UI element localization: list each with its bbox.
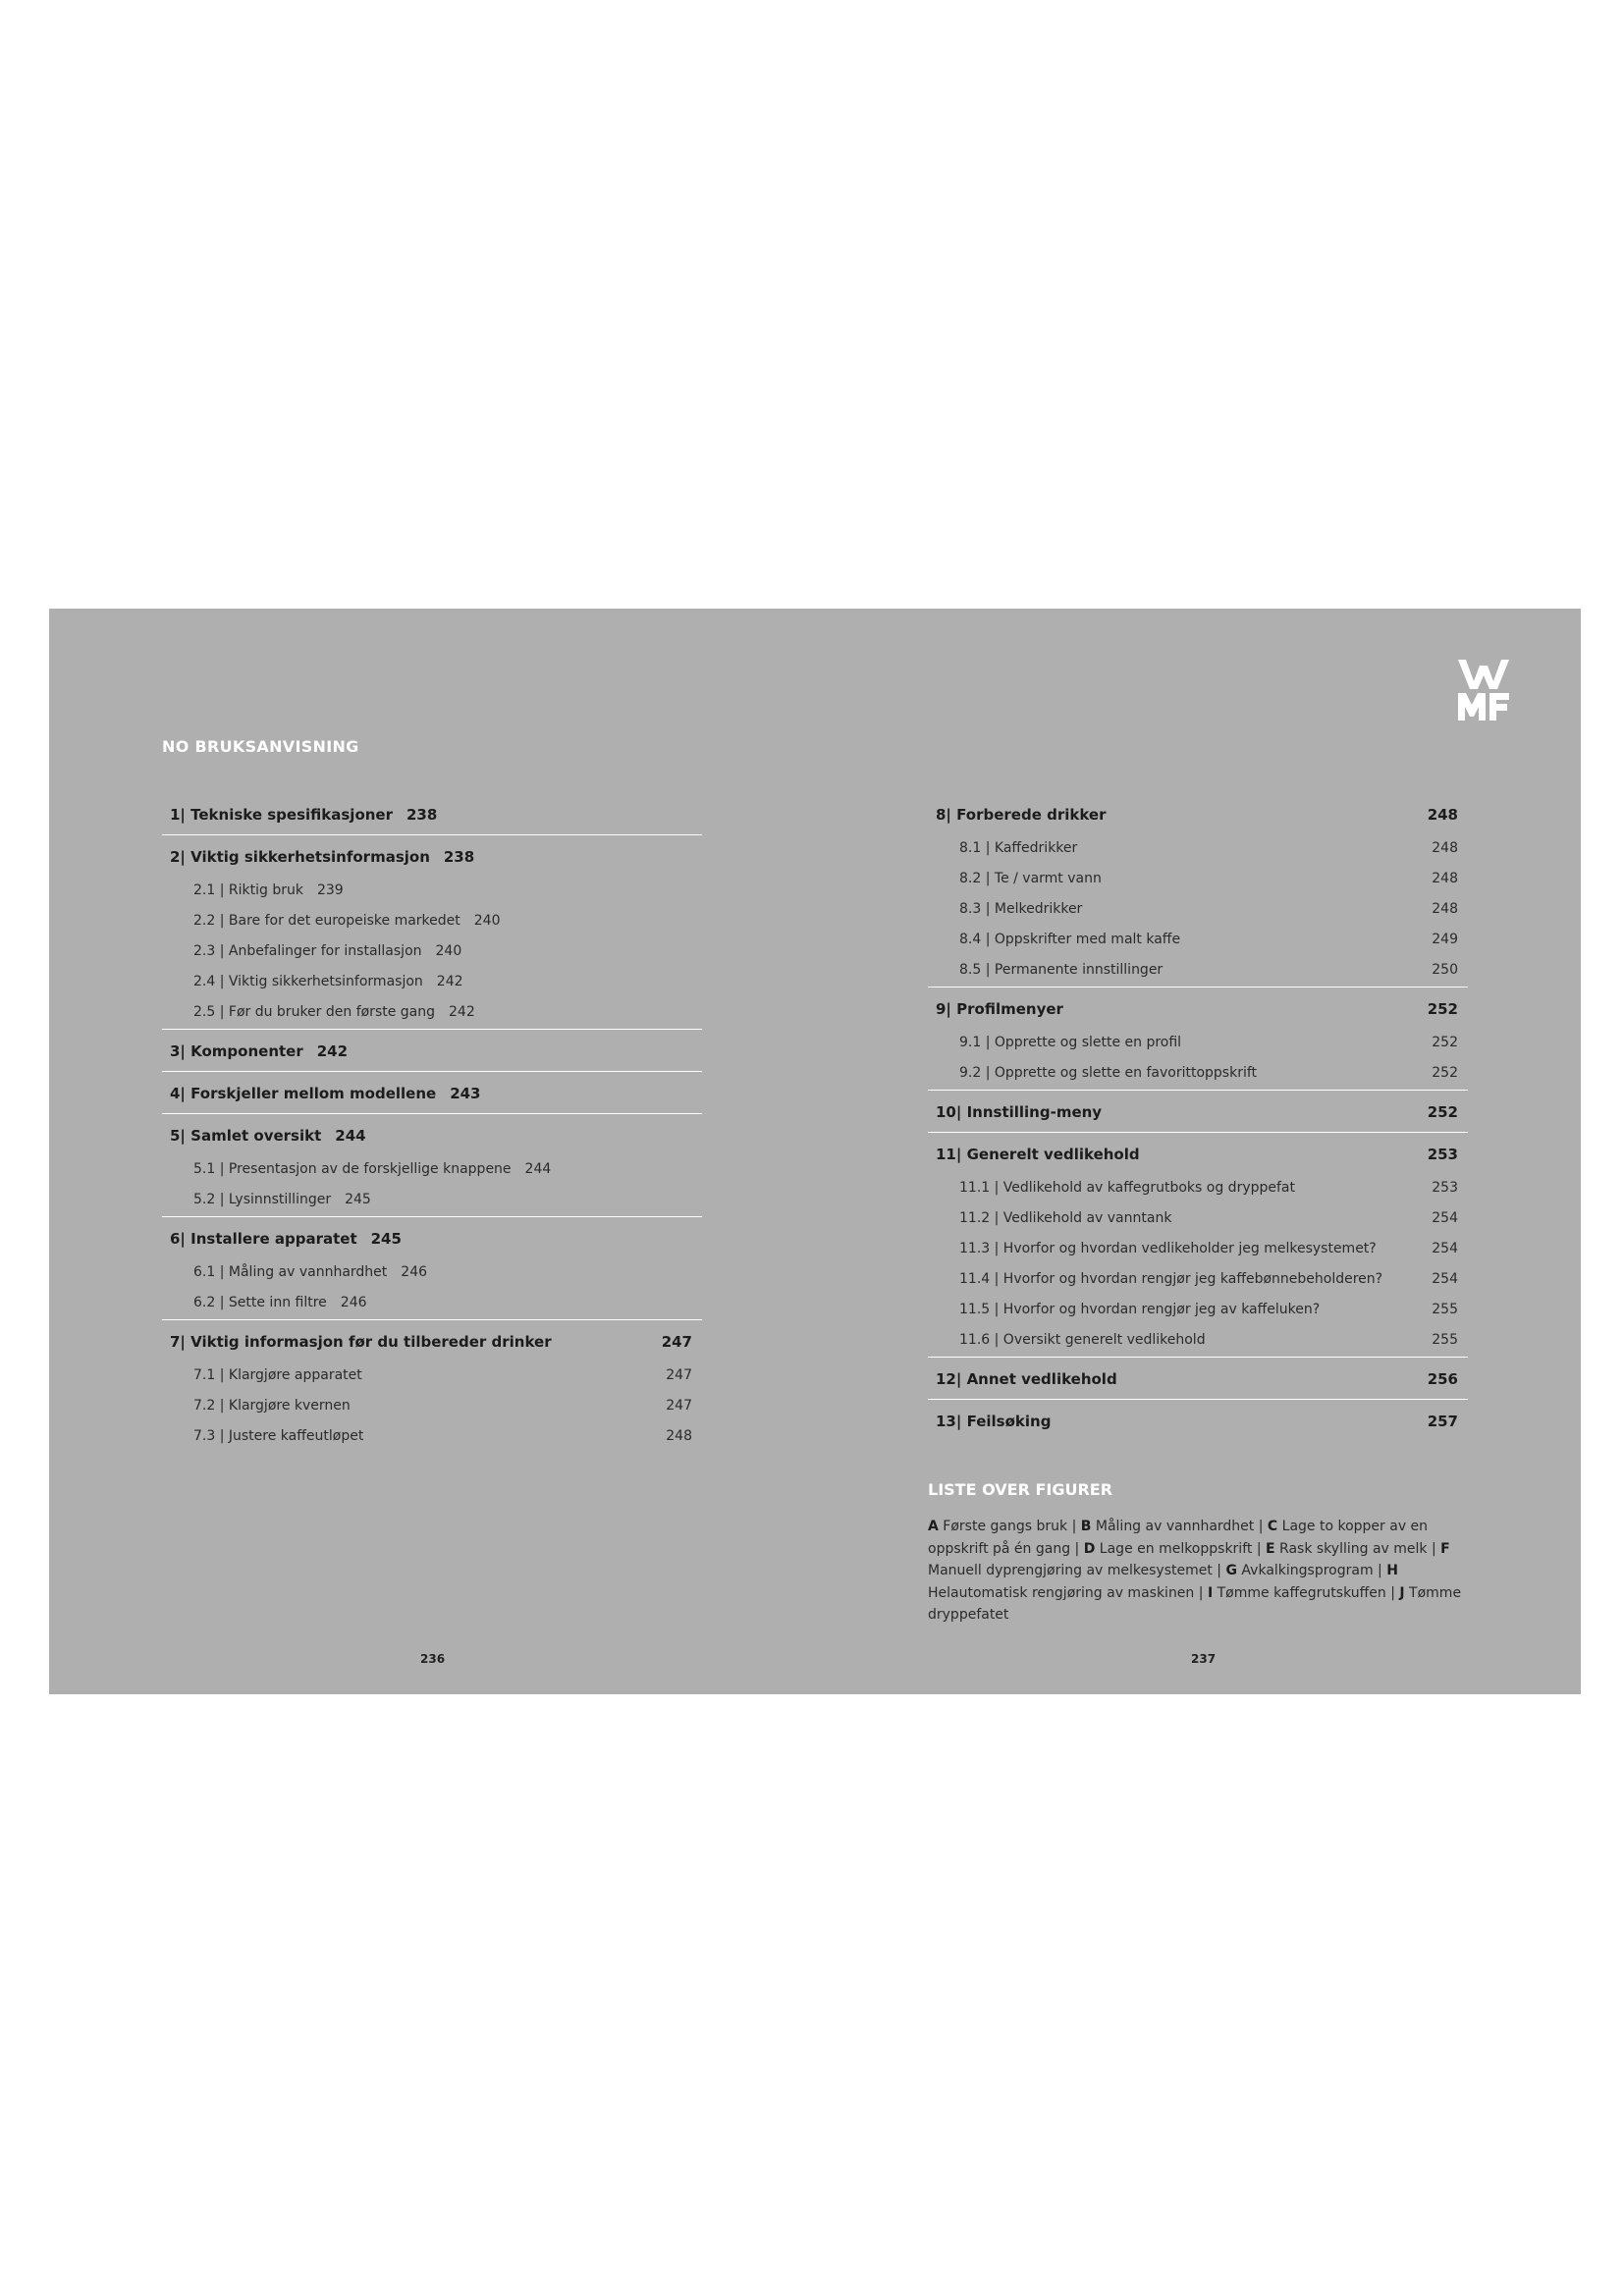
toc-section	[928, 988, 1468, 1091]
toc-subentry[interactable]	[928, 1233, 1468, 1263]
toc-subentry-number: 8.5 |	[959, 961, 995, 978]
toc-entry-page: 252	[1427, 1000, 1458, 1018]
toc-subentry-page: 247	[666, 1366, 692, 1383]
toc-section	[162, 1217, 702, 1320]
toc-subentry-page: 240	[435, 942, 462, 959]
toc-subentry-page: 246	[401, 1263, 428, 1280]
toc-subentry-title: Før du bruker den første gang	[228, 1003, 436, 1020]
toc-subentry[interactable]	[162, 1153, 702, 1184]
toc-subentry[interactable]	[162, 1184, 702, 1214]
toc-entry-number: 1|	[170, 806, 191, 824]
figure-text: Manuell dyprengjøring av melkesystemet	[928, 1563, 1213, 1578]
toc-entry[interactable]	[162, 1076, 702, 1111]
left-page-number: 236	[420, 1652, 446, 1666]
toc-section	[928, 1091, 1468, 1133]
toc-entry-number: 10|	[936, 1103, 967, 1121]
toc-subentry[interactable]	[162, 905, 702, 935]
toc-subentry-number: 2.3 |	[193, 942, 229, 959]
toc-subentry[interactable]	[162, 1390, 702, 1420]
toc-subentry[interactable]	[162, 1287, 702, 1317]
toc-subentry-page: 248	[1432, 839, 1458, 856]
toc-subentry-page: 242	[436, 973, 463, 989]
toc-entry[interactable]	[162, 1118, 702, 1153]
toc-subentry-number: 6.2 |	[193, 1294, 229, 1310]
toc-entry-page: 247	[661, 1333, 692, 1351]
toc-section	[162, 1072, 702, 1114]
toc-entry-page: 238	[443, 848, 475, 866]
toc-subentry-number: 11.2 |	[959, 1209, 1003, 1226]
toc-subentry-number: 9.1 |	[959, 1034, 995, 1050]
toc-subentry-number: 7.1 |	[193, 1366, 229, 1383]
toc-subentry-title: Anbefalinger for installasjon	[228, 942, 422, 959]
toc-subentry-number: 2.5 |	[193, 1003, 229, 1020]
toc-subentry[interactable]	[162, 1420, 702, 1451]
toc-entry-number: 11|	[936, 1146, 967, 1163]
toc-entry-title: Viktig sikkerhetsinformasjon	[190, 848, 430, 866]
toc-entry-number: 12|	[936, 1370, 967, 1388]
toc-subentry[interactable]	[928, 1294, 1468, 1324]
toc-subentry-number: 8.4 |	[959, 931, 995, 947]
toc-section	[162, 793, 702, 835]
figures-list: A Første gangs bruk | B Måling av vannhardhet | C Lage to kopper av en oppskrift på én gang | D Lage en melkoppskrift | E Rask skylling av melk | F Manuell dyprengjøring av melkesystemet | G Avkalkingsprogram | H Helautomatisk rengjøring av maskinen | I Tømme kaffegrutskuffen | J Tømme dryppefatet	[928, 1519, 1462, 1623]
toc-subentry-title: Lysinnstillinger	[228, 1191, 332, 1207]
toc-subentry-title: Oversikt generelt vedlikehold	[1002, 1331, 1206, 1348]
figure-letter: B	[1080, 1519, 1092, 1534]
toc-subentry-page: 240	[473, 912, 501, 929]
toc-entry-page: 238	[406, 806, 438, 824]
toc-subentry[interactable]	[928, 1057, 1468, 1088]
toc-subentry-page: 254	[1432, 1209, 1458, 1226]
toc-subentry-number: 11.3 |	[959, 1240, 1003, 1256]
toc-subentry[interactable]	[162, 1256, 702, 1287]
toc-subentry-title: Vedlikehold av kaffegrutboks og dryppefat	[1002, 1179, 1295, 1196]
toc-entry-title: Forberede drikker	[956, 806, 1107, 824]
figure-text: Tømme dryppefatet	[928, 1584, 1462, 1623]
toc-subentry-number: 5.1 |	[193, 1160, 229, 1177]
figures-title: LISTE OVER FIGURER	[928, 1480, 1113, 1499]
toc-section	[162, 1030, 702, 1072]
toc-entry-number: 13|	[936, 1413, 967, 1430]
toc-entry-number: 2|	[170, 848, 191, 866]
toc-subentry-number: 8.2 |	[959, 870, 995, 886]
toc-subentry-page: 249	[1432, 931, 1458, 947]
toc-entry-number: 7|	[170, 1333, 191, 1351]
toc-subentry-title: Presentasjon av de forskjellige knappene	[228, 1160, 512, 1177]
toc-entry-title: Komponenter	[190, 1042, 303, 1060]
toc-subentry-page: 252	[1432, 1034, 1458, 1050]
figure-text: Rask skylling av melk	[1279, 1540, 1428, 1557]
toc-entry-title: Tekniske spesifikasjoner	[190, 806, 393, 824]
toc-entry[interactable]	[162, 839, 702, 875]
toc-subentry-title: Justere kaffeutløpet	[228, 1427, 364, 1444]
toc-subentry[interactable]	[162, 935, 702, 966]
figure-letter: C	[1267, 1519, 1278, 1534]
right-page-number: 237	[1191, 1652, 1217, 1666]
figure-text: Lage en melkoppskrift	[1099, 1540, 1253, 1557]
toc-entry-number: 5|	[170, 1127, 191, 1145]
figure-item	[1208, 1585, 1386, 1601]
figure-text: Tømme kaffegrutskuffen	[1217, 1584, 1386, 1601]
manual-spread	[49, 609, 1581, 1694]
document-title: NO BRUKSANVISNING	[162, 737, 359, 756]
toc-subentry-title: Permanente innstillinger	[994, 961, 1164, 978]
toc-entry-number: 8|	[936, 806, 957, 824]
toc-subentry-title: Bare for det europeiske markedet	[228, 912, 460, 929]
figure-text: Første gangs bruk	[943, 1519, 1068, 1534]
toc-subentry-page: 255	[1432, 1331, 1458, 1348]
toc-subentry[interactable]	[928, 954, 1468, 985]
figure-letter: G	[1225, 1563, 1237, 1578]
figure-item	[1266, 1541, 1428, 1557]
toc-subentry-title: Hvorfor og hvordan rengjør jeg av kaffeluken?	[1002, 1301, 1321, 1317]
toc-right-column	[928, 793, 1468, 1441]
toc-subentry-page: 247	[666, 1397, 692, 1414]
toc-entry-page: 252	[1427, 1103, 1458, 1121]
toc-subentry[interactable]	[928, 924, 1468, 954]
figure-letter: D	[1083, 1540, 1096, 1557]
toc-subentry-number: 8.1 |	[959, 839, 995, 856]
toc-subentry-number: 2.1 |	[193, 881, 229, 898]
toc-subentry-number: 6.1 |	[193, 1263, 229, 1280]
toc-entry-page: 257	[1427, 1413, 1458, 1430]
toc-subentry[interactable]	[928, 1027, 1468, 1057]
toc-subentry-title: Te / varmt vann	[994, 870, 1102, 886]
figure-letter: J	[1399, 1584, 1405, 1601]
toc-subentry-page: 245	[345, 1191, 371, 1207]
toc-subentry-number: 8.3 |	[959, 900, 995, 917]
toc-entry-title: Forskjeller mellom modellene	[190, 1085, 437, 1102]
toc-entry-page: 256	[1427, 1370, 1458, 1388]
toc-entry[interactable]	[928, 1404, 1468, 1439]
figure-item	[1084, 1541, 1253, 1557]
toc-subentry-title: Opprette og slette en favorittoppskrift	[994, 1064, 1258, 1081]
wmf-logo	[1456, 658, 1511, 722]
toc-entry-number: 6|	[170, 1230, 191, 1248]
toc-section	[928, 1358, 1468, 1400]
toc-subentry-page: 253	[1432, 1179, 1458, 1196]
toc-subentry-page: 250	[1432, 961, 1458, 978]
toc-subentry-page: 255	[1432, 1301, 1458, 1317]
toc-subentry-title: Måling av vannhardhet	[228, 1263, 388, 1280]
toc-entry-title: Installere apparatet	[190, 1230, 357, 1248]
toc-left-column	[162, 793, 702, 1453]
toc-subentry-number: 5.2 |	[193, 1191, 229, 1207]
toc-entry-page: 253	[1427, 1146, 1458, 1163]
toc-entry-title: Viktig informasjon før du tilbereder drinker	[190, 1333, 552, 1351]
toc-subentry-title: Kaffedrikker	[994, 839, 1078, 856]
toc-subentry[interactable]	[162, 875, 702, 905]
figure-item	[1225, 1563, 1373, 1578]
toc-subentry[interactable]	[928, 893, 1468, 924]
toc-entry-title: Annet vedlikehold	[966, 1370, 1117, 1388]
toc-subentry-number: 11.5 |	[959, 1301, 1003, 1317]
toc-entry[interactable]	[928, 1362, 1468, 1397]
toc-section	[162, 1114, 702, 1217]
figure-text: Måling av vannhardhet	[1095, 1519, 1255, 1534]
toc-subentry-page: 248	[1432, 870, 1458, 886]
toc-subentry-number: 11.6 |	[959, 1331, 1003, 1348]
toc-subentry[interactable]	[928, 1202, 1468, 1233]
toc-subentry-page: 254	[1432, 1270, 1458, 1287]
toc-entry[interactable]	[928, 797, 1468, 832]
toc-subentry-title: Sette inn filtre	[228, 1294, 327, 1310]
toc-subentry[interactable]	[928, 863, 1468, 893]
toc-entry-number: 3|	[170, 1042, 191, 1060]
toc-subentry[interactable]	[162, 996, 702, 1027]
toc-subentry[interactable]	[928, 832, 1468, 863]
toc-section	[928, 1400, 1468, 1441]
toc-subentry-number: 7.2 |	[193, 1397, 229, 1414]
figure-text: Lage to kopper av en oppskrift på én gang	[928, 1519, 1429, 1557]
figure-item	[1081, 1519, 1255, 1534]
toc-subentry[interactable]	[162, 966, 702, 996]
toc-subentry-title: Oppskrifter med malt kaffe	[994, 931, 1181, 947]
toc-subentry-page: 246	[340, 1294, 367, 1310]
toc-subentry-title: Viktig sikkerhetsinformasjon	[228, 973, 423, 989]
toc-subentry-number: 7.3 |	[193, 1427, 229, 1444]
figure-letter: F	[1440, 1540, 1450, 1557]
toc-subentry-page: 242	[449, 1003, 475, 1020]
toc-section	[928, 1133, 1468, 1358]
toc-subentry-number: 2.4 |	[193, 973, 229, 989]
toc-subentry-title: Hvorfor og hvordan rengjør jeg kaffebønnebeholderen?	[1002, 1270, 1383, 1287]
toc-entry[interactable]	[162, 1034, 702, 1069]
toc-entry-title: Samlet oversikt	[190, 1127, 322, 1145]
figure-letter: E	[1266, 1540, 1275, 1557]
toc-entry[interactable]	[928, 1137, 1468, 1172]
figure-letter: A	[928, 1519, 939, 1534]
toc-entry-page: 248	[1427, 806, 1458, 824]
toc-entry[interactable]	[162, 1324, 702, 1360]
toc-subentry-title: Klargjøre kvernen	[228, 1397, 351, 1414]
toc-subentry-title: Riktig bruk	[228, 881, 303, 898]
toc-entry-title: Innstilling-meny	[966, 1103, 1103, 1121]
toc-entry-title: Generelt vedlikehold	[966, 1146, 1140, 1163]
toc-entry-page: 245	[370, 1230, 402, 1248]
toc-subentry-page: 254	[1432, 1240, 1458, 1256]
toc-subentry-page: 244	[524, 1160, 552, 1177]
figure-text: Helautomatisk rengjøring av maskinen	[928, 1584, 1195, 1601]
figure-text: Avkalkingsprogram	[1241, 1563, 1374, 1578]
toc-subentry[interactable]	[928, 1172, 1468, 1202]
toc-entry[interactable]	[928, 991, 1468, 1027]
figure-letter: I	[1207, 1584, 1214, 1601]
figure-letter: H	[1386, 1563, 1398, 1578]
toc-subentry-title: Klargjøre apparatet	[228, 1366, 362, 1383]
toc-subentry-page: 239	[316, 881, 344, 898]
toc-section	[162, 835, 702, 1030]
toc-subentry-title: Hvorfor og hvordan vedlikeholder jeg melkesystemet?	[1002, 1240, 1377, 1256]
toc-subentry-page: 248	[666, 1427, 692, 1444]
figure-item	[928, 1519, 1067, 1534]
toc-entry[interactable]	[162, 797, 702, 832]
toc-entry-page: 242	[316, 1042, 349, 1060]
toc-subentry-page: 248	[1432, 900, 1458, 917]
toc-entry-page: 244	[335, 1127, 366, 1145]
toc-subentry-title: Melkedrikker	[994, 900, 1083, 917]
toc-subentry-title: Vedlikehold av vanntank	[1002, 1209, 1172, 1226]
toc-section	[162, 1320, 702, 1453]
toc-entry-title: Feilsøking	[966, 1413, 1052, 1430]
toc-entry[interactable]	[928, 1095, 1468, 1130]
toc-subentry-number: 11.1 |	[959, 1179, 1003, 1196]
toc-entry[interactable]	[162, 1221, 702, 1256]
toc-subentry[interactable]	[928, 1324, 1468, 1355]
toc-subentry[interactable]	[162, 1360, 702, 1390]
toc-entry-number: 9|	[936, 1000, 957, 1018]
toc-subentry-number: 9.2 |	[959, 1064, 995, 1081]
toc-section	[928, 793, 1468, 988]
toc-entry-page: 243	[450, 1085, 481, 1102]
toc-subentry[interactable]	[928, 1263, 1468, 1294]
toc-subentry-title: Opprette og slette en profil	[994, 1034, 1182, 1050]
toc-entry-title: Profilmenyer	[956, 1000, 1063, 1018]
toc-subentry-number: 11.4 |	[959, 1270, 1003, 1287]
toc-subentry-number: 2.2 |	[193, 912, 229, 929]
toc-subentry-page: 252	[1432, 1064, 1458, 1081]
toc-entry-number: 4|	[170, 1085, 191, 1102]
